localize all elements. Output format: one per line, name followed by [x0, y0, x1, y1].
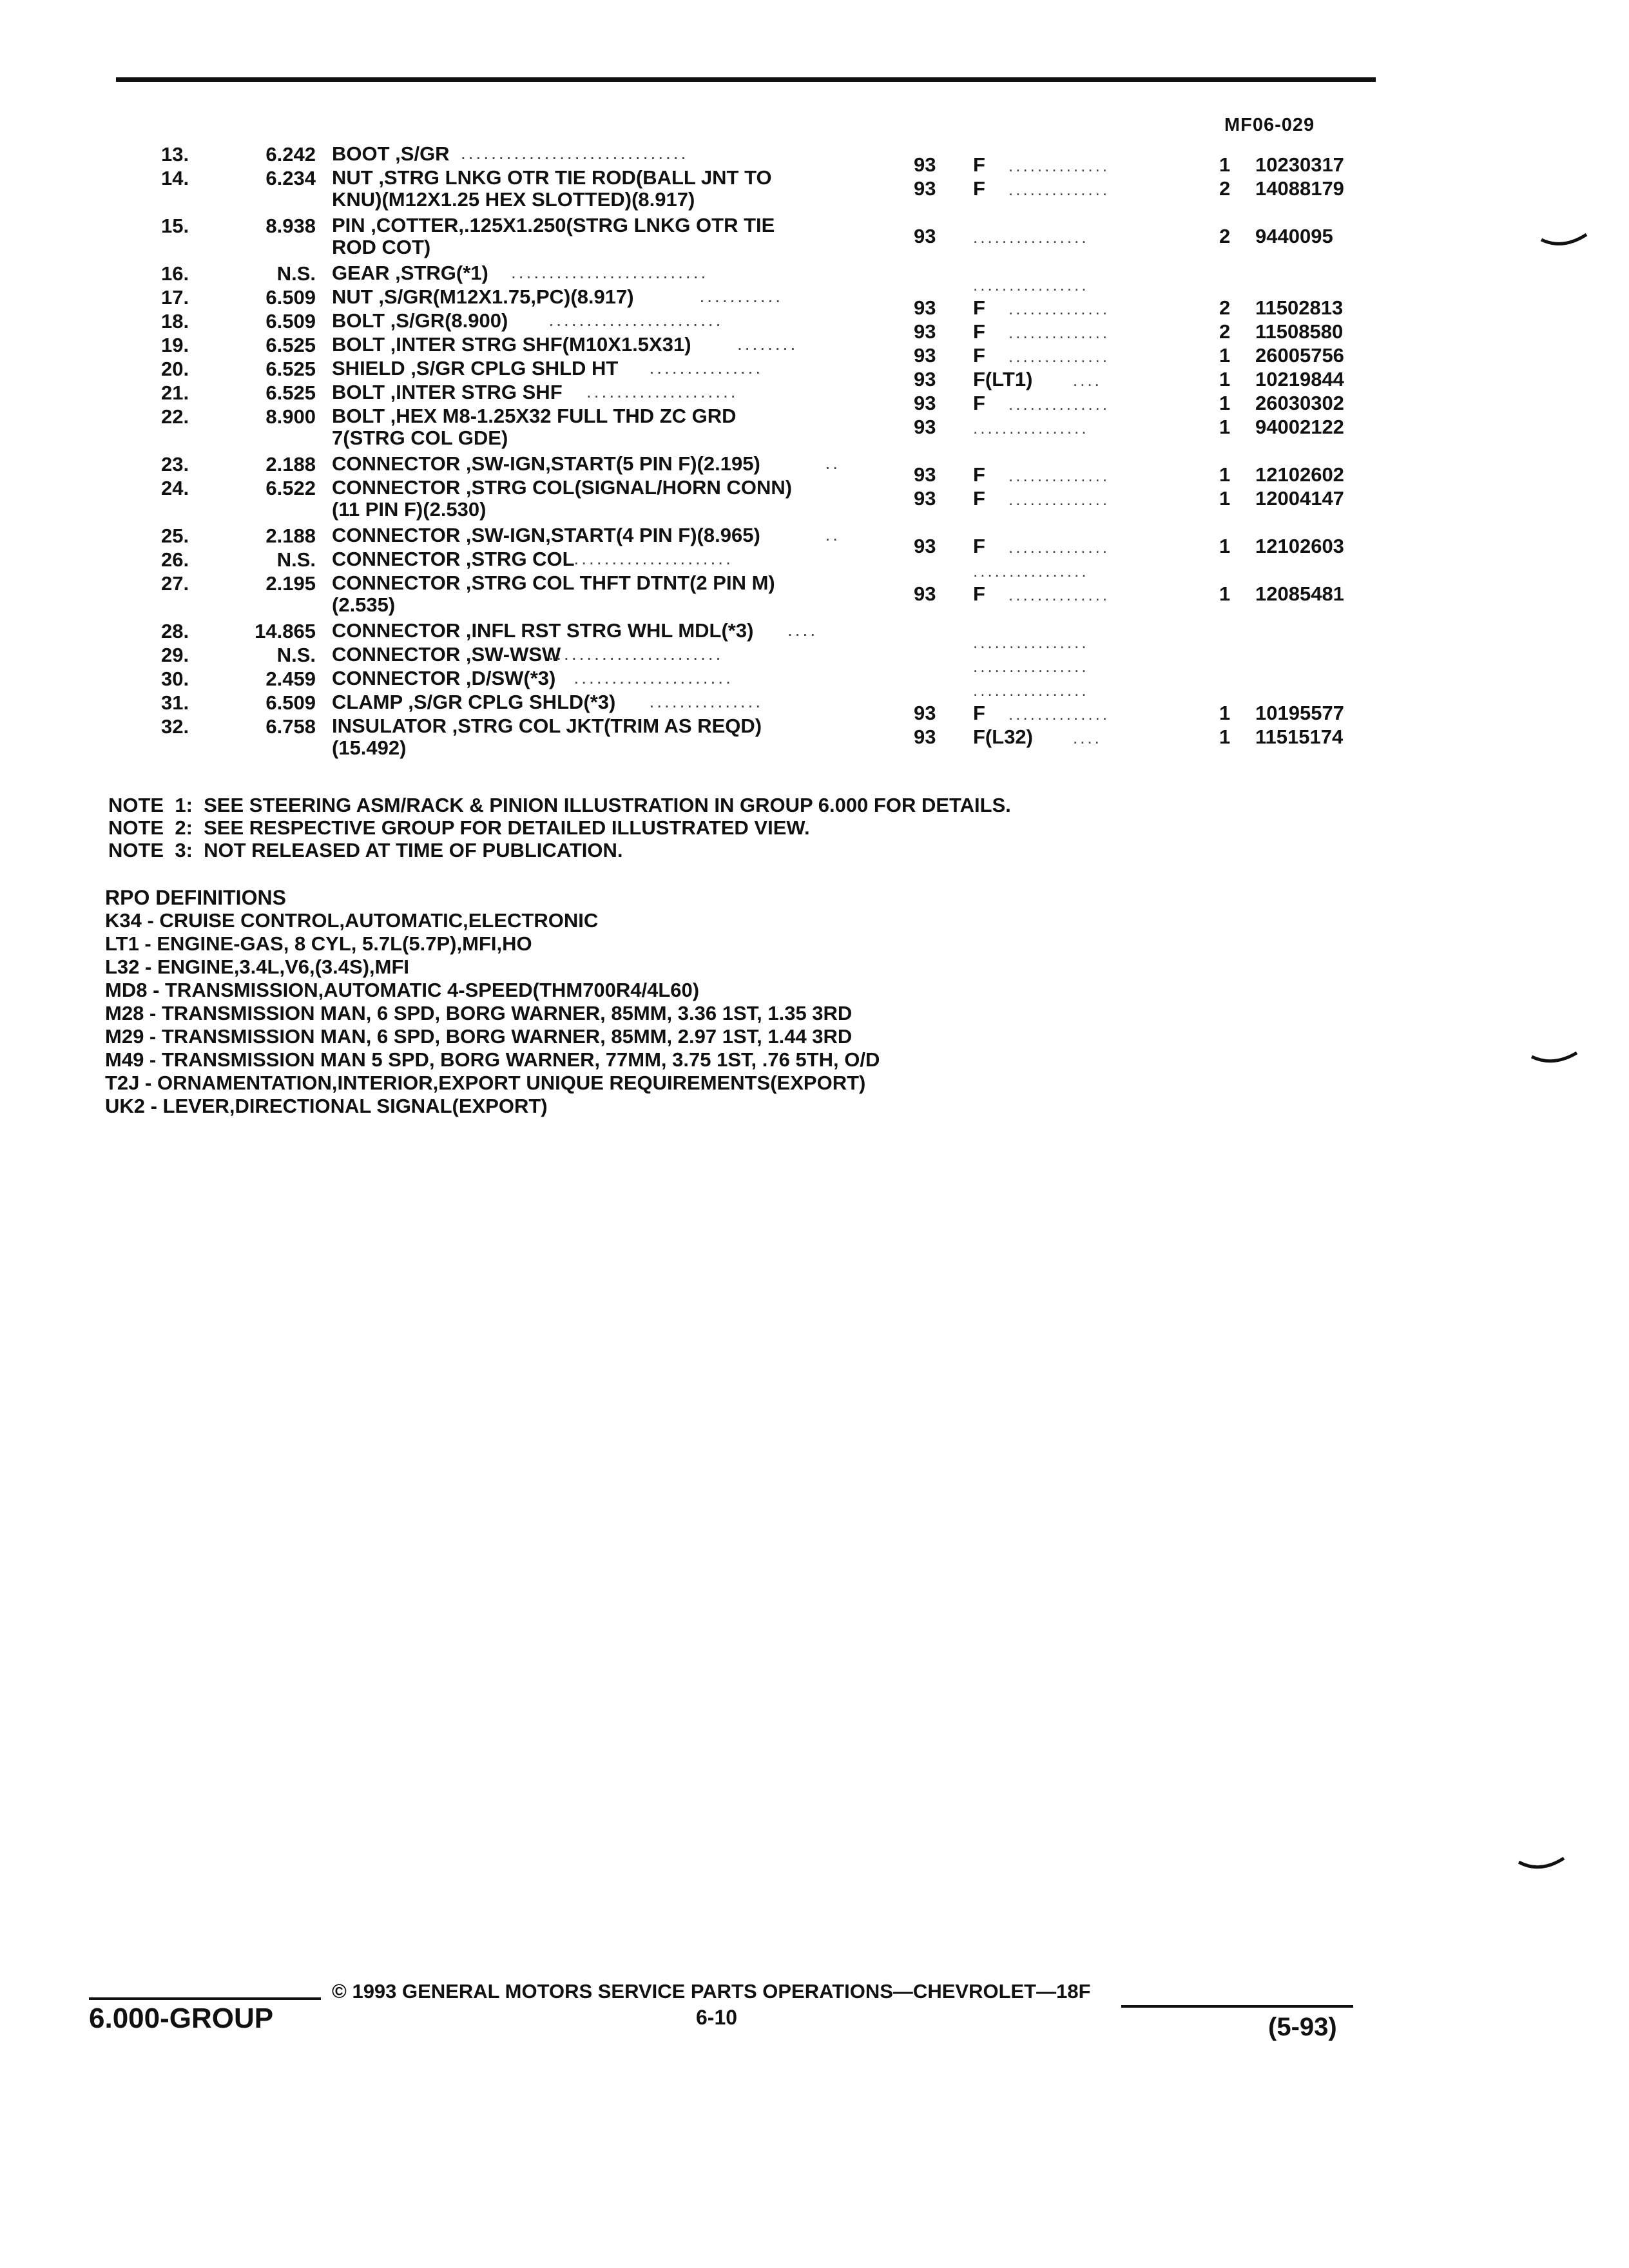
usage-code: F [973, 702, 985, 724]
ref-number: 23. [161, 453, 189, 476]
rpo-items [105, 909, 880, 1118]
model-year: 93 [914, 392, 936, 414]
part-description: BOLT ,S/GR(8.900) [332, 309, 508, 332]
part-number: 94002122 [1255, 416, 1344, 438]
group-number: 6.522 [265, 477, 316, 499]
quantity: 1 [1219, 487, 1231, 510]
ref-number: 31. [161, 691, 189, 714]
leader-dots: .. [825, 524, 841, 544]
leader-dots: ................ [973, 657, 1089, 676]
group-number: 6.525 [265, 381, 316, 404]
parts-row [0, 643, 1629, 676]
usage-code: F [973, 177, 985, 200]
part-description: SHIELD ,S/GR CPLG SHLD HT [332, 357, 619, 380]
rpo-title: RPO DEFINITIONS [105, 886, 286, 909]
footer-page-number: 6-10 [696, 2006, 738, 2029]
leader-dots: .............. [1008, 347, 1110, 366]
model-year: 93 [914, 153, 936, 176]
group-number: N.S. [276, 548, 316, 571]
leader-dots: .. [825, 453, 841, 473]
leader-dots: .............. [1008, 180, 1110, 199]
group-number: 6.509 [265, 286, 316, 309]
usage-code: F [973, 320, 985, 343]
part-number: 26030302 [1255, 392, 1344, 414]
quantity: 1 [1219, 726, 1231, 748]
group-number: 6.525 [265, 334, 316, 356]
part-description: CONNECTOR ,SW-IGN,START(4 PIN F)(8.965) [332, 524, 760, 546]
part-number: 9440095 [1255, 225, 1333, 247]
ref-number: 32. [161, 715, 189, 738]
margin-mark-icon [1530, 1050, 1579, 1070]
leader-dots: .... [1073, 728, 1102, 747]
parts-row [0, 167, 1629, 215]
usage-code: F(LT1) [973, 368, 1033, 390]
leader-dots: .... [787, 620, 818, 640]
part-number: 14088179 [1255, 177, 1344, 200]
group-number: 6.525 [265, 358, 316, 380]
model-year: 93 [914, 368, 936, 390]
parts-row [0, 667, 1629, 700]
notes-section [108, 794, 1011, 861]
parts-row [0, 548, 1629, 581]
model-year: 93 [914, 582, 936, 605]
parts-row [0, 357, 1629, 390]
leader-dots: ................ [973, 561, 1089, 581]
ref-number: 28. [161, 620, 189, 642]
leader-dots: ........... [699, 286, 784, 306]
parts-row [0, 524, 1629, 557]
parts-row [0, 477, 1629, 524]
part-number: 11515174 [1255, 726, 1344, 748]
part-number: 12085481 [1255, 582, 1344, 605]
usage-code: F [973, 344, 985, 367]
leader-dots: .............. [1008, 585, 1110, 604]
rpo-item: M49 - TRANSMISSION MAN 5 SPD, BORG WARNER, 77MM, 3.75 1ST, .76 5TH, O/D [105, 1048, 880, 1071]
leader-dots: ....................... [548, 310, 724, 330]
quantity: 1 [1219, 535, 1231, 557]
quantity: 1 [1219, 392, 1231, 414]
leader-dots: ............... [649, 358, 764, 378]
part-number: 11508580 [1255, 320, 1344, 343]
rpo-item: LT1 - ENGINE-GAS, 8 CYL, 5.7L(5.7P),MFI,HO [105, 932, 532, 955]
note-line: NOTE 3: NOT RELEASED AT TIME OF PUBLICATION. [108, 839, 623, 861]
leader-dots: .................... [586, 381, 738, 401]
quantity: 1 [1219, 702, 1231, 724]
usage-code: F [973, 582, 985, 605]
part-description: BOLT ,INTER STRG SHF(M10X1.5X31) [332, 333, 691, 356]
usage-code: F [973, 463, 985, 486]
leader-dots: ................ [973, 418, 1089, 437]
model-year: 93 [914, 320, 936, 343]
part-description: BOLT ,INTER STRG SHF [332, 381, 563, 403]
rpo-item: T2J - ORNAMENTATION,INTERIOR,EXPORT UNIQUE REQUIREMENTS(EXPORT) [105, 1072, 866, 1094]
group-number: 2.188 [265, 453, 316, 476]
leader-dots: ................ [973, 275, 1089, 294]
part-number: 11502813 [1255, 296, 1344, 319]
usage-code: F [973, 487, 985, 510]
rpo-item: K34 - CRUISE CONTROL,AUTOMATIC,ELECTRONIC [105, 909, 599, 932]
footer-rule [89, 1997, 321, 2000]
parts-row [0, 715, 1629, 763]
model-year: 93 [914, 416, 936, 438]
model-year: 93 [914, 177, 936, 200]
usage-code: F [973, 153, 985, 176]
leader-dots: .............. [1008, 704, 1110, 724]
parts-row [0, 262, 1629, 294]
leader-dots: .......................... [511, 262, 709, 282]
footer-group: 6.000-GROUP [89, 2003, 274, 2034]
quantity: 2 [1219, 320, 1231, 343]
ref-number: 18. [161, 310, 189, 332]
footer-copyright: © 1993 GENERAL MOTORS SERVICE PARTS OPERATIONS—CHEVROLET—18F [332, 1980, 1091, 2003]
group-number: 6.509 [265, 691, 316, 714]
leader-dots: ..................... [574, 668, 733, 687]
part-description: CONNECTOR ,SW-WSW [332, 643, 561, 666]
leader-dots: .............. [1008, 394, 1110, 414]
part-number: 10219844 [1255, 368, 1344, 390]
top-rule [116, 77, 1376, 82]
rpo-item: L32 - ENGINE,3.4L,V6,(3.4S),MFI [105, 956, 410, 978]
ref-number: 15. [161, 215, 189, 237]
part-description: PIN ,COTTER,.125X1.250(STRG LNKG OTR TIE ROD COT) [332, 214, 775, 258]
usage-code: F(L32) [973, 726, 1033, 748]
rpo-item: UK2 - LEVER,DIRECTIONAL SIGNAL(EXPORT) [105, 1095, 548, 1117]
leader-dots: ................ [973, 680, 1089, 700]
group-number: 8.938 [265, 215, 316, 237]
parts-row [0, 333, 1629, 367]
leader-dots: .............. [1008, 537, 1110, 557]
model-year: 93 [914, 535, 936, 557]
quantity: 2 [1219, 177, 1231, 200]
part-description: CONNECTOR ,STRG COL [332, 548, 575, 570]
leader-dots: .............................. [461, 143, 689, 163]
part-number: 12102602 [1255, 463, 1344, 486]
quantity: 2 [1219, 225, 1231, 247]
leader-dots: .............. [1008, 156, 1110, 175]
note-line: NOTE 1: SEE STEERING ASM/RACK & PINION ILLUSTRATION IN GROUP 6.000 FOR DETAILS. [108, 794, 1011, 816]
model-year: 93 [914, 463, 936, 486]
usage-code: F [973, 535, 985, 557]
ref-number: 21. [161, 381, 189, 404]
part-description: NUT ,STRG LNKG OTR TIE ROD(BALL JNT TO KNU)(M12X1.25 HEX SLOTTED)(8.917) [332, 166, 772, 211]
ref-number: 22. [161, 405, 189, 428]
part-number: 10230317 [1255, 153, 1344, 176]
part-description: GEAR ,STRG(*1) [332, 262, 488, 284]
leader-dots: ....................... [548, 644, 724, 664]
model-year: 93 [914, 487, 936, 510]
group-number: 6.509 [265, 310, 316, 332]
group-number: 2.195 [265, 572, 316, 595]
parts-row [0, 381, 1629, 414]
footer-rule [1121, 2005, 1353, 2008]
group-number: 6.758 [265, 715, 316, 738]
ref-number: 24. [161, 477, 189, 499]
part-number: 10195577 [1255, 702, 1344, 724]
ref-number: 19. [161, 334, 189, 356]
rpo-item: MD8 - TRANSMISSION,AUTOMATIC 4-SPEED(THM700R4/4L60) [105, 979, 700, 1001]
usage-code: F [973, 392, 985, 414]
note-line: NOTE 2: SEE RESPECTIVE GROUP FOR DETAILED ILLUSTRATED VIEW. [108, 816, 810, 839]
parts-row [0, 309, 1629, 343]
ref-number: 20. [161, 358, 189, 380]
ref-number: 25. [161, 524, 189, 547]
part-description: CONNECTOR ,INFL RST STRG WHL MDL(*3) [332, 619, 754, 642]
part-number: 12102603 [1255, 535, 1344, 557]
leader-dots: .............. [1008, 323, 1110, 342]
leader-dots: .... [1073, 370, 1102, 390]
leader-dots: ..................... [574, 548, 733, 568]
group-number: N.S. [276, 644, 316, 666]
group-number: 2.459 [265, 668, 316, 690]
ref-number: 26. [161, 548, 189, 571]
ref-number: 13. [161, 143, 189, 166]
ref-number: 14. [161, 167, 189, 189]
part-description: CONNECTOR ,SW-IGN,START(5 PIN F)(2.195) [332, 452, 760, 475]
leader-dots: ............... [649, 691, 764, 711]
part-description: CONNECTOR ,D/SW(*3) [332, 667, 556, 689]
leader-dots: ........ [737, 334, 798, 354]
leader-dots: ................ [973, 227, 1089, 247]
quantity: 1 [1219, 344, 1231, 367]
ref-number: 16. [161, 262, 189, 285]
parts-row [0, 215, 1629, 262]
part-description: CONNECTOR ,STRG COL(SIGNAL/HORN CONN) (11 PIN F)(2.530) [332, 476, 793, 521]
parts-list [0, 143, 1629, 763]
leader-dots: .............. [1008, 490, 1110, 509]
doc-code: MF06-029 [1224, 115, 1315, 135]
part-description: BOLT ,HEX M8-1.25X32 FULL THD ZC GRD 7(STRG COL GDE) [332, 405, 737, 449]
parts-row [0, 142, 1629, 176]
leader-dots: ................ [973, 633, 1089, 652]
part-number: 12004147 [1255, 487, 1344, 510]
model-year: 93 [914, 702, 936, 724]
quantity: 1 [1219, 153, 1231, 176]
ref-number: 29. [161, 644, 189, 666]
group-number: N.S. [276, 262, 316, 285]
ref-number: 30. [161, 668, 189, 690]
parts-row [0, 691, 1629, 724]
part-description: NUT ,S/GR(M12X1.75,PC)(8.917) [332, 285, 634, 308]
quantity: 1 [1219, 463, 1231, 486]
leader-dots: .............. [1008, 299, 1110, 318]
quantity: 1 [1219, 416, 1231, 438]
margin-mark-icon [1518, 1856, 1566, 1875]
part-number: 26005756 [1255, 344, 1344, 367]
quantity: 1 [1219, 368, 1231, 390]
part-description: CONNECTOR ,STRG COL THFT DTNT(2 PIN M) (2.535) [332, 572, 775, 616]
group-number: 14.865 [255, 620, 316, 642]
group-number: 2.188 [265, 524, 316, 547]
parts-row [0, 285, 1629, 319]
group-number: 6.242 [265, 143, 316, 166]
part-description: INSULATOR ,STRG COL JKT(TRIM AS REQD) (15.492) [332, 715, 762, 759]
group-number: 8.900 [265, 405, 316, 428]
rpo-item: M29 - TRANSMISSION MAN, 6 SPD, BORG WARNER, 85MM, 2.97 1ST, 1.44 3RD [105, 1025, 853, 1048]
part-description: BOOT ,S/GR [332, 142, 450, 165]
model-year: 93 [914, 726, 936, 748]
ref-number: 27. [161, 572, 189, 595]
parts-row [0, 619, 1629, 652]
rpo-section [105, 886, 880, 1118]
model-year: 93 [914, 344, 936, 367]
parts-row [0, 452, 1629, 486]
rpo-item: M28 - TRANSMISSION MAN, 6 SPD, BORG WARNER, 85MM, 3.36 1ST, 1.35 3RD [105, 1002, 853, 1024]
usage-code: F [973, 296, 985, 319]
model-year: 93 [914, 296, 936, 319]
parts-row [0, 405, 1629, 453]
quantity: 2 [1219, 296, 1231, 319]
leader-dots: .............. [1008, 466, 1110, 485]
margin-mark-icon [1540, 232, 1588, 251]
quantity: 1 [1219, 582, 1231, 605]
parts-row [0, 572, 1629, 620]
part-description: CLAMP ,S/GR CPLG SHLD(*3) [332, 691, 616, 713]
model-year: 93 [914, 225, 936, 247]
footer-date: (5-93) [1268, 2013, 1337, 2041]
group-number: 6.234 [265, 167, 316, 189]
ref-number: 17. [161, 286, 189, 309]
